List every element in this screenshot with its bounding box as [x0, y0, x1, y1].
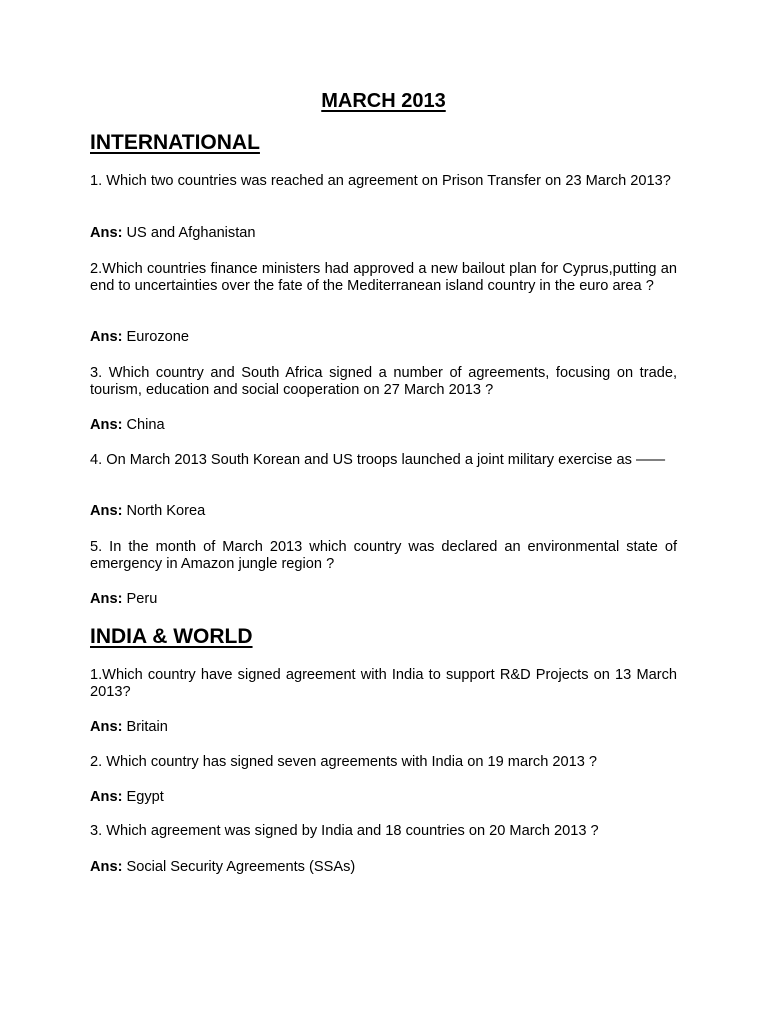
answer-line	[90, 859, 355, 876]
answer-line	[90, 591, 157, 608]
document-title: MARCH 2013	[321, 90, 446, 112]
answer-line	[90, 503, 205, 520]
section-heading-international: INTERNATIONAL	[90, 131, 260, 154]
answer-line	[90, 329, 189, 346]
section-heading-india-world: INDIA & WORLD	[90, 625, 253, 648]
answer-label: Ans:	[90, 503, 123, 519]
question-text: 5. In the month of March 2013 which country was declared an environmental state of emergency in Amazon jungle region ?	[90, 539, 677, 572]
answer-text: Egypt	[126, 789, 164, 805]
answer-label: Ans:	[90, 225, 123, 241]
answer-label: Ans:	[90, 789, 123, 805]
answer-line	[90, 789, 164, 806]
answer-text: North Korea	[126, 503, 206, 519]
answer-text: Britain	[126, 719, 168, 735]
question-text: 3. Which country and South Africa signed a number of agreements, focusing on trade, tourism, education and social cooperation on 27 March 2013 ?	[90, 365, 677, 398]
answer-text: Eurozone	[126, 329, 189, 345]
answer-line	[90, 719, 168, 736]
answer-label: Ans:	[90, 859, 123, 875]
answer-label: Ans:	[90, 591, 123, 607]
answer-label: Ans:	[90, 329, 123, 345]
answer-line	[90, 225, 256, 242]
question-text: 4. On March 2013 South Korean and US troops launched a joint military exercise as ——	[90, 452, 666, 468]
answer-label: Ans:	[90, 417, 123, 433]
answer-text: China	[126, 417, 165, 433]
question-text: 1. Which two countries was reached an agreement on Prison Transfer on 23 March 2013?	[90, 173, 671, 189]
question-text: 2.Which countries finance ministers had approved a new bailout plan for Cyprus,putting an end to uncertainties over the fate of the Mediterranean island country in the euro area ?	[90, 261, 677, 294]
answer-text: Social Security Agreements (SSAs)	[126, 859, 356, 875]
answer-text: US and Afghanistan	[126, 225, 256, 241]
question-text: 1.Which country have signed agreement with India to support R&D Projects on 13 March 2013?	[90, 667, 677, 700]
answer-label: Ans:	[90, 719, 123, 735]
answer-text: Peru	[126, 591, 158, 607]
answer-line	[90, 417, 165, 434]
question-text: 3. Which agreement was signed by India and 18 countries on 20 March 2013 ?	[90, 823, 599, 839]
question-text: 2. Which country has signed seven agreements with India on 19 march 2013 ?	[90, 754, 598, 770]
